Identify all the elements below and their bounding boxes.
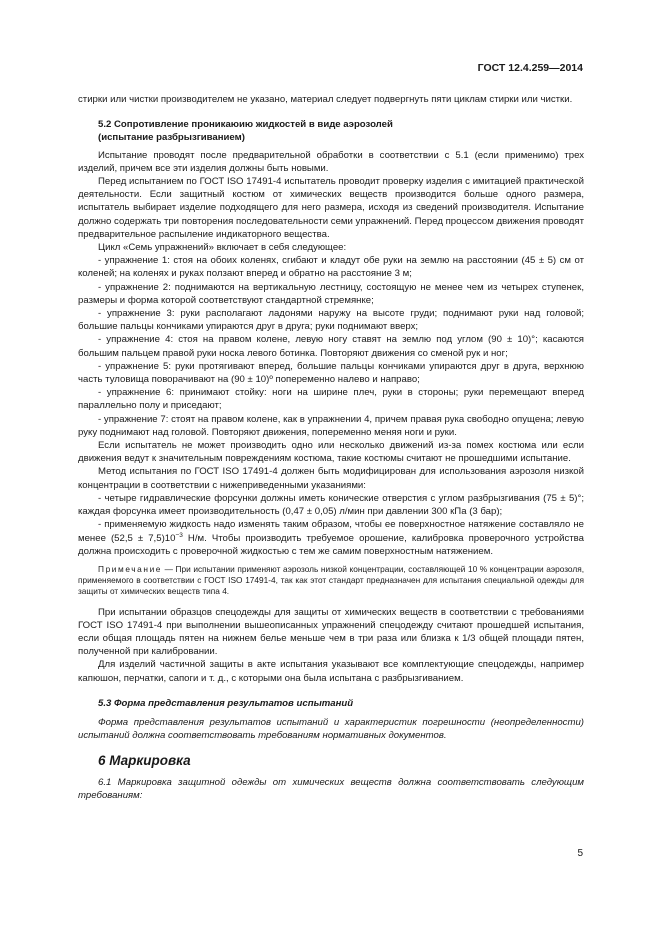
bullet-2-exponent: −3	[175, 531, 183, 539]
paragraph-6: При испытании образцов спецодежды для защиты от химических веществ в соответствии с требованиями ГОСТ ISO 17491-4 при выполнении вышеописанных упражнений спецодежду считают прошедшей испытания, если общая площадь пятен на нижнем белье меньше чем в три раза или близка к 1/3 общей площади пятен, полученной при калибровании.	[78, 606, 584, 658]
paragraph-8: Форма представления результатов испытаний и характеристик погрешности (неопределенности) испытаний должна соответствовать требованиям нормативных документов.	[78, 716, 584, 742]
exercise-6: - упражнение 6: принимают стойку: ноги на ширине плеч, руки в стороны; руки перемещают вперед параллельно полу и приседают;	[78, 387, 584, 412]
exercise-5: - упражнение 5: руки протягивают вперед, большие пальцы кончиками упираются друг в друга, верхнюю часть туловища поворачивают на (90 ± 10)º попеременно налево и направо;	[78, 360, 584, 386]
bullet-2-text-b: Н/м. Чтобы производить требуемое орошение, калибровка проверочного устройства должна происходить с проверочной жидкостью с тем же самим поверхностным натяжением.	[78, 532, 584, 557]
note-text: — При испытании применяют аэрозоль низкой концентрации, составляющей 10 % концентрации аэрозоля, применяемого в соответствии с ГОСТ ISO 17491-4, так как этот стандарт предназначен для испытания специальной одежды для защиты от химических веществ типа 4.	[78, 563, 584, 597]
paragraph-2: Перед испытанием по ГОСТ ISO 17491-4 испытатель проводит проверку изделия с имитацией практической деятельности. Если защитный костюм от химических веществ производится больше одного размера, испытатель выбирает изделие подходящего для него размера, исходя из сведений производителя. Испытание должно содержать три повторения последовательности семи упражнений. Перед процессом движения проводят предварительное распыление индикаторного вещества.	[78, 176, 584, 240]
section-5-2-heading: 5.2 Сопротивление проникаюию жидкостей в виде аэрозолей	[98, 119, 393, 131]
page-number: 5	[577, 848, 583, 859]
exercise-4: - упражнение 4: стоя на правом колене, левую ногу ставят на землю под углом (90 ± 10)°; касаются большим пальцем правой руки носка левого ботинка. Повторяют движения со сменой рук и ног;	[78, 334, 584, 359]
section-5-3-heading: 5.3 Форма представления результатов испытаний	[98, 697, 354, 709]
exercise-7: - упражнение 7: стоят на правом колене, как в упражнении 4, причем правая рука свободно опущена; левую руку поднимают над головой. Повторяют движения, попеременно меняя ноги и руки.	[78, 413, 584, 438]
paragraph-1: Испытание проводят после предварительной обработки в соответствии с 5.1 (если применимо) трех изделий, причем все эти изделия должны быть новыми.	[78, 149, 584, 174]
exercise-2: - упражнение 2: поднимаются на вертикальную лестницу, состоящую не менее чем из четырех ступенек, размеры и форма которой соответствуют стандартной стремянке;	[78, 281, 584, 306]
bullet-2	[78, 518, 584, 558]
standard-header: ГОСТ 12.4.259—2014	[477, 62, 583, 74]
paragraph-3: Цикл «Семь упражнений» включает в себя следующее:	[98, 242, 347, 254]
paragraph-9: 6.1 Маркировка защитной одежды от химических веществ должна соответствовать следующим требованиям:	[78, 776, 584, 801]
section-6-heading: 6 Маркировка	[98, 753, 191, 769]
paragraph-4: Если испытатель не может производить одно или несколько движений из-за помех костюма или если движения ведут к значительным повреждениям костюма, такие костюмы считают не прошедшими испытание.	[78, 440, 584, 465]
note-label: Примечание	[98, 563, 163, 574]
note	[78, 564, 584, 598]
intro-paragraph: стирки или чистки производителем не указано, материал следует подвергнуть пяти циклам стирки или чистки.	[78, 94, 573, 105]
page-content	[78, 93, 584, 802]
paragraph-7: Для изделий частичной защиты в акте испытания указывают все комплектующие спецодежды, например капюшон, перчатки, сапоги и т. д., с которыми она была испытана с разбрызгиванием.	[78, 659, 584, 684]
bullet-2-text-a: - применяемую жидкость надо изменять таким образом, чтобы ее поверхностное натяжение составляло не менее (52,5 ± 7,5)10	[78, 519, 584, 544]
exercise-3: - упражнение 3: руки располагают ладонями наружу на высоте груди; поднимают руки над головой; большие пальцы кончиками упираются друг в друга; руки поднимают вверх;	[78, 308, 584, 333]
exercise-1: - упражнение 1: стоя на обоих коленях, сгибают и кладут обе руки на землю на расстоянии (45 ± 5) см от коленей; на коленях и руках ползают вперед и обратно на расстояние 3 м;	[78, 255, 584, 280]
paragraph-5: Метод испытания по ГОСТ ISO 17491-4 должен быть модифицирован для использования аэрозоля низкой концентрации в соответствии с нижеприведенными указаниями:	[78, 466, 584, 491]
bullet-1: - четыре гидравлические форсунки должны иметь конические отверстия с углом разбрызгивания (75 ± 5)°; каждая форсунка имеет производительность (0,47 ± 0,05) л/мин при давлении 300 кПа (3 бар);	[78, 492, 584, 518]
section-5-2-subheading: (испытание разбрызгиванием)	[98, 132, 245, 144]
